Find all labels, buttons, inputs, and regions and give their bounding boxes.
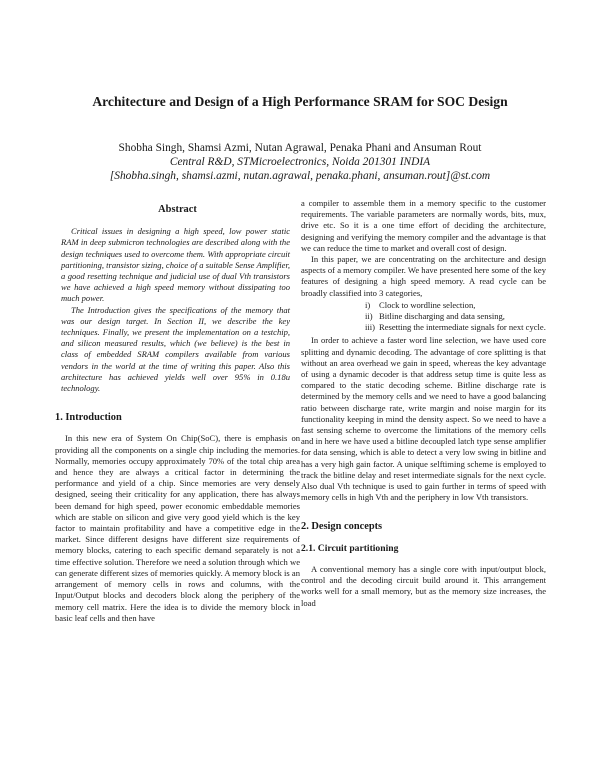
author-emails: [Shobha.singh, shamsi.azmi, nutan.agrawal, penaka.phani, ansuman.rout]@st.com: [109, 170, 491, 182]
list-item: iii) Resetting the intermediate signals for next cycle.: [365, 322, 546, 333]
abstract-paragraph-1: Critical issues in designing a high speed, low power static RAM in deep submicron technologies are described along with the design techniques used to overcome them. With appropriate circuit partitioning, transistor sizing, choice of a suitable Sense Amplifier, a good resetting technique and judicial use of dual Vth transistors we have achieved a high speed memory without dissipating too much power.: [61, 226, 290, 304]
abstract-section: [55, 204, 300, 394]
introduction-heading: 1. Introduction: [55, 412, 122, 424]
circuit-partitioning-heading: 2.1. Circuit partitioning: [301, 542, 399, 554]
left-column: [55, 204, 300, 624]
list-item: i) Clock to wordline selection,: [365, 299, 476, 310]
list-item: ii) Bitline discharging and data sensing,: [365, 311, 505, 322]
right-column: [301, 198, 546, 609]
abstract-heading: Abstract: [158, 204, 197, 215]
introduction-paragraph-3: In order to achieve a faster word line selection, we have used core splitting and dynamic decoding. The advantage of core splitting is that without an area overhead we gain in speed, whereas the key advantage of using a dynamic decoder is that address setup time is quite less as compared to the static decoding scheme. Bitline discharge rate is determined by the memory cells and we need to have a good balancing ratio between discharge rate, write margin and noise margin for its functionality keeping in mind the density aspect. So we need to have a fast sensing scheme to overcome the limitations of the memory cells and in here we have used a bitline decoupled latch type sense amplifier for data sensing, which is able to detect a very low swing in bitline and has a very high gain factor. A unique selftiming scheme is employed to track the bitline delay and reset intermediate signals for the next cycle. Also dual Vth technique is used to gain further in terms of speed with memory cells in high Vth and the periphery in low Vth transistors.: [301, 335, 546, 503]
affiliation: Central R&D, STMicroelectronics, Noida 201301 INDIA: [169, 156, 431, 168]
introduction-paragraph-2: In this paper, we are concentrating on the architecture and design aspects of a memory compiler. We have presented here some of the key features of designing a high speed memory. A read cycle can be broadly classified into 3 categories,: [301, 254, 546, 298]
design-concepts-heading: 2. Design concepts: [301, 521, 383, 533]
abstract-paragraph-2: The Introduction gives the specifications of the memory that was our design target. In Section II, we describe the key techniques. Finally, we present the implementation on a testchip, and silicon measured results, which (we believe) is the best in class of embedded SRAM compilers available from various vendors in the world at the time of writing this paper. Also this architecture has achieved yields well over 95% in 0.18u technology.: [61, 304, 290, 394]
author-list: Shobha Singh, Shamsi Azmi, Nutan Agrawal, Penaka Phani and Ansuman Rout: [118, 142, 482, 154]
read-cycle-category-list: [301, 300, 546, 334]
introduction-paragraph-1-continued: a compiler to assemble them in a memory specific to the customer requirements. The variable parameters are normally words, bits, mux, drive etc. So it is a one time effort of deciding the architecture, designing and verifying the memory compiler and the advantage is that we can reduce the time to market and overall cost of design.: [301, 198, 546, 253]
circuit-partitioning-paragraph: A conventional memory has a single core with input/output block, control and the decoding circuit build around it. This arrangement works well for a small memory, but as the memory size increases, the load: [301, 563, 546, 608]
paper-title: Architecture and Design of a High Performance SRAM for SOC Design: [92, 94, 508, 109]
introduction-paragraph-1: In this new era of System On Chip(SoC), there is emphasis on providing all the components on a single chip including the memories. Normally, memories occupy approximately 70% of the total chip area and hence they are always a critical factor in determining the performance and yield of a chip. Since memories are very densely designed, seeing their criticality for any application, there has always been demand for high speed, power economic embeddable memories which are stable on silicon and give very good yield which is the key factor to maintain profitability and have a competitive edge in the market. Since different designs have different size requirements of memory blocks, catering to each specific demand separately is not a time effective solution. Therefore we need a solution through which we can generate different sizes of memories quickly. A memory block is an arrangement of memory cells in rows and columns, with the Input/Output blocks and decoders block along the periphery of the memory cell matrix. Here the idea is to divide the memory block in basic leaf cells and then have: [55, 433, 300, 623]
